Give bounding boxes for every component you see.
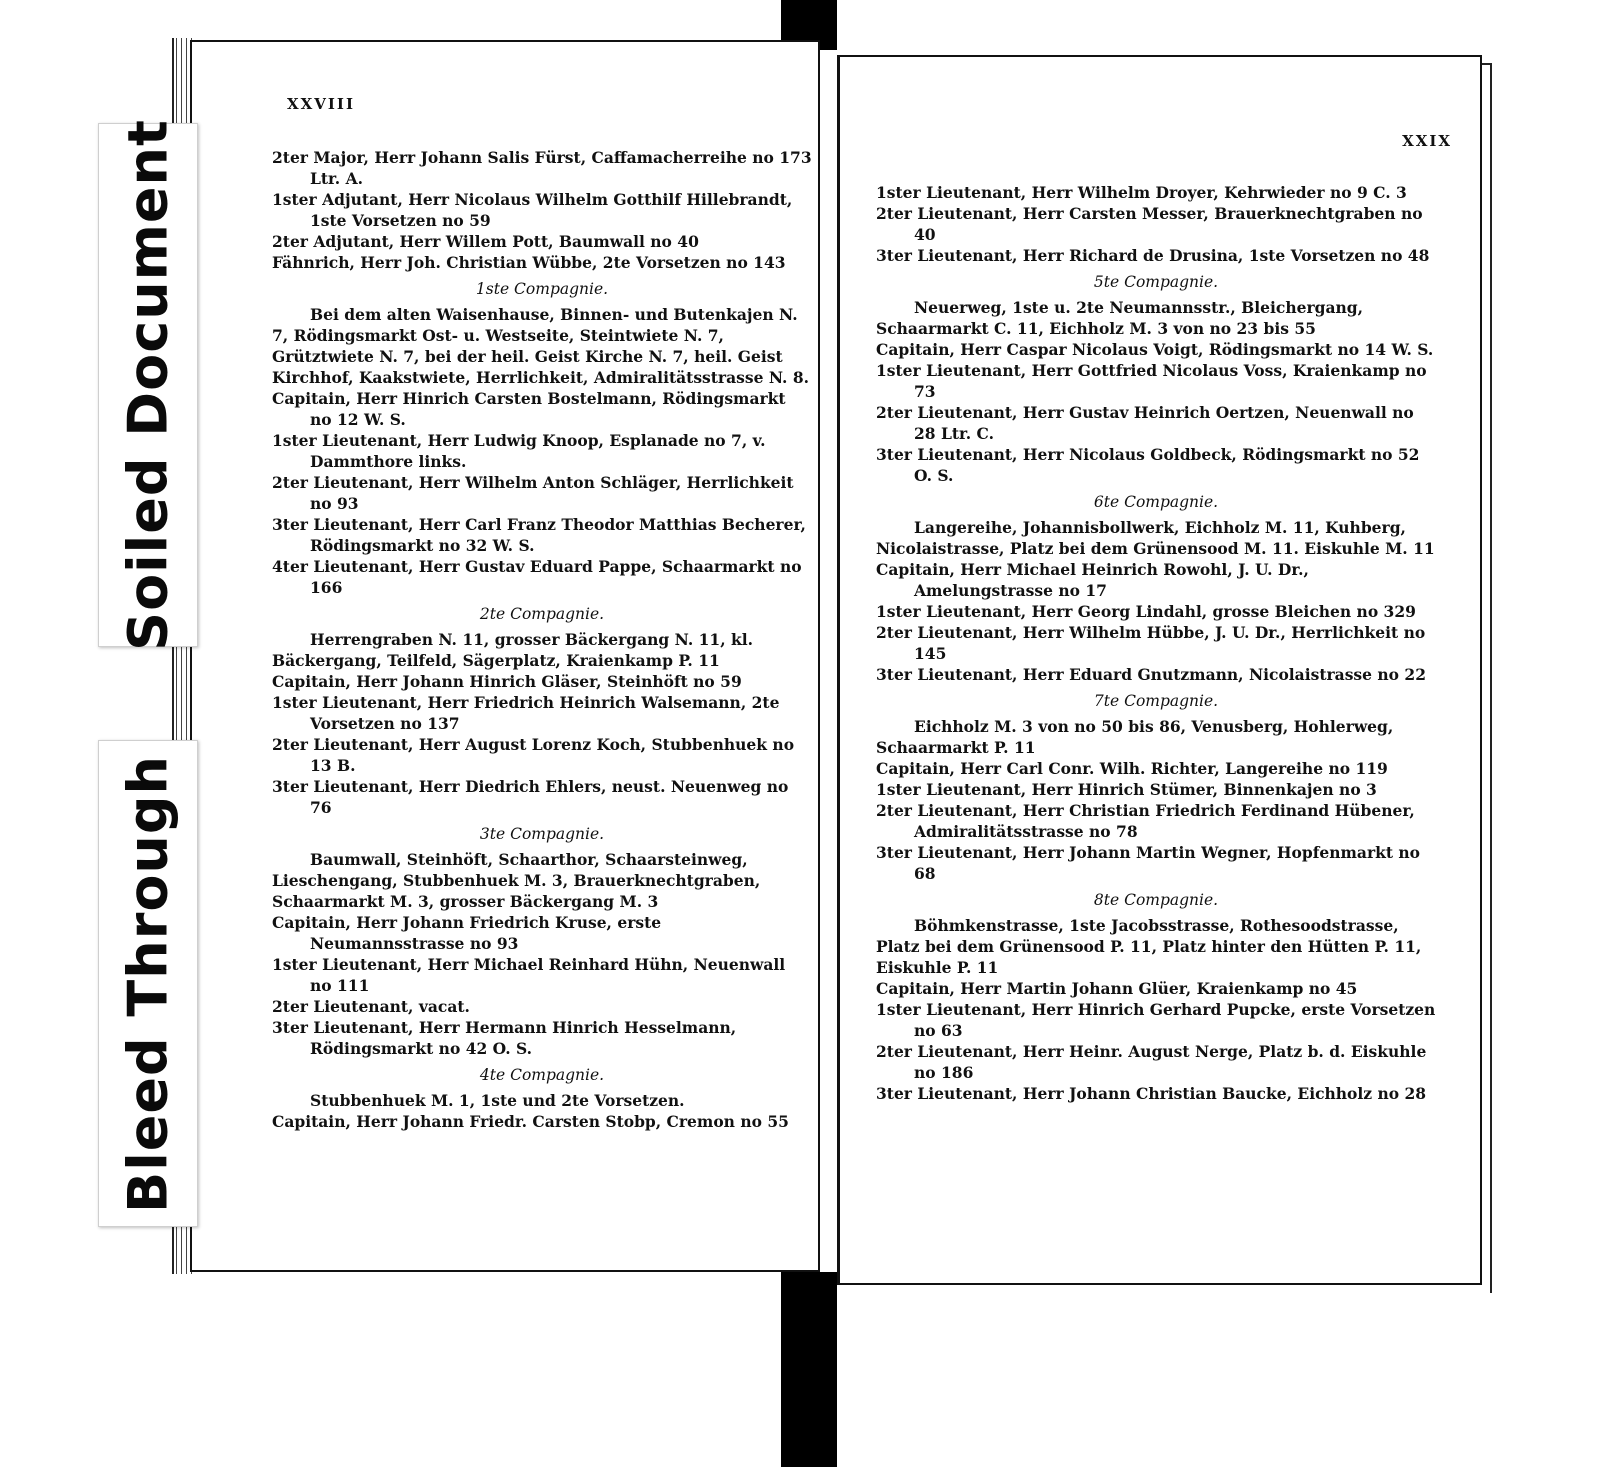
company-1-lieutenant-1: 1ster Lieutenant, Herr Ludwig Knoop, Esplanade no 7, v. Dammthore links.: [272, 431, 766, 471]
company-6-streets: Langereihe, Johannisbollwerk, Eichholz M. 11, Kuhberg, Nicolaistrasse, Platz bei dem Grünensood M. 11. Eiskuhle M. 11: [876, 518, 1435, 558]
company-4-lieutenant-3: 3ter Lieutenant, Herr Richard de Drusina, 1ste Vorsetzen no 48: [876, 246, 1430, 265]
company-8-streets: Böhmkenstrasse, 1ste Jacobsstrasse, Rothesoodstrasse, Platz bei dem Grünensood P. 11, Platz hinter den Hütten P. 11, Eiskuhle P. 11: [876, 916, 1422, 977]
company-6-heading: 6te Compagnie.: [1093, 493, 1219, 511]
company-7-lieutenant-2: 2ter Lieutenant, Herr Christian Friedrich Ferdinand Hübener, Admiralitätsstrasse no 78: [876, 801, 1415, 841]
company-4-heading: 4te Compagnie.: [479, 1066, 605, 1084]
company-6-lieutenant-1: 1ster Lieutenant, Herr Georg Lindahl, grosse Bleichen no 329: [876, 602, 1416, 621]
company-1-lieutenant-3: 3ter Lieutenant, Herr Carl Franz Theodor Matthias Becherer, Rödingsmarkt no 32 W. S.: [272, 515, 806, 555]
company-3-heading: 3te Compagnie.: [479, 825, 605, 843]
company-8-lieutenant-2: 2ter Lieutenant, Herr Heinr. August Nerge, Platz b. d. Eiskuhle no 186: [876, 1042, 1427, 1082]
company-7-lieutenant-3: 3ter Lieutenant, Herr Johann Martin Wegner, Hopfenmarkt no 68: [876, 843, 1421, 883]
right-page-text: [876, 182, 1436, 1104]
entry-major: 2ter Major, Herr Johann Salis Fürst, Caffamacherreihe no 173 Ltr. A.: [272, 148, 812, 188]
bleed-through-label: [98, 740, 198, 1227]
company-3-lieutenant-1: 1ster Lieutenant, Herr Michael Reinhard Hühn, Neuenwall no 111: [272, 955, 786, 995]
company-8-lieutenant-3: 3ter Lieutenant, Herr Johann Christian Baucke, Eichholz no 28: [876, 1084, 1427, 1103]
soiled-document-label: [98, 119, 198, 651]
company-8-lieutenant-1: 1ster Lieutenant, Herr Hinrich Gerhard Pupcke, erste Vorsetzen no 63: [876, 1000, 1436, 1040]
page-number-right: XXIX: [1402, 132, 1452, 150]
company-4-lieutenant-1: 1ster Lieutenant, Herr Wilhelm Droyer, Kehrwieder no 9 C. 3: [876, 183, 1407, 202]
bleed-through-label-text: Bleed Through: [116, 754, 180, 1213]
company-3-lieutenant-2: 2ter Lieutenant, vacat.: [272, 997, 470, 1016]
company-5-lieutenant-1: 1ster Lieutenant, Herr Gottfried Nicolaus Voss, Kraienkamp no 73: [876, 361, 1427, 401]
right-page: [837, 55, 1482, 1285]
company-2-capitain: Capitain, Herr Johann Hinrich Gläser, Steinhöft no 59: [272, 672, 742, 691]
company-8-capitain: Capitain, Herr Martin Johann Glüer, Kraienkamp no 45: [876, 979, 1358, 998]
company-6-lieutenant-2: 2ter Lieutenant, Herr Wilhelm Hübbe, J. U. Dr., Herrlichkeit no 145: [876, 623, 1426, 663]
company-5-streets: Neuerweg, 1ste u. 2te Neumannsstr., Bleichergang, Schaarmarkt C. 11, Eichholz M. 3 von no 23 bis 55: [876, 298, 1364, 338]
company-4-streets: Stubbenhuek M. 1, 1ste und 2te Vorsetzen.: [310, 1091, 685, 1110]
company-5-lieutenant-3: 3ter Lieutenant, Herr Nicolaus Goldbeck, Rödingsmarkt no 52 O. S.: [876, 445, 1420, 485]
company-8-heading: 8te Compagnie.: [1093, 891, 1219, 909]
company-1-streets: Bei dem alten Waisenhause, Binnen- und Butenkajen N. 7, Rödingsmarkt Ost- u. Westseite, Steintwiete N. 7, Grütztwiete N. 7, bei der heil. Geist Kirche N. 7, heil. Geist Kirchhof, Kaakstwiete, Herrlichkeit, Admiralitätsstrasse N. 8.: [272, 305, 809, 387]
company-1-capitain: Capitain, Herr Hinrich Carsten Bostelmann, Rödingsmarkt no 12 W. S.: [272, 389, 786, 429]
company-4-lieutenant-2: 2ter Lieutenant, Herr Carsten Messer, Brauerknechtgraben no 40: [876, 204, 1423, 244]
left-page-text: [272, 147, 812, 1132]
company-6-capitain: Capitain, Herr Michael Heinrich Rowohl, J. U. Dr., Amelungstrasse no 17: [876, 560, 1309, 600]
company-5-lieutenant-2: 2ter Lieutenant, Herr Gustav Heinrich Oertzen, Neuenwall no 28 Ltr. C.: [876, 403, 1414, 443]
company-6-lieutenant-3: 3ter Lieutenant, Herr Eduard Gnutzmann, Nicolaistrasse no 22: [876, 665, 1426, 684]
company-7-streets: Eichholz M. 3 von no 50 bis 86, Venusberg, Hohlerweg, Schaarmarkt P. 11: [876, 717, 1394, 757]
company-1-lieutenant-4: 4ter Lieutenant, Herr Gustav Eduard Pappe, Schaarmarkt no 166: [272, 557, 802, 597]
company-2-lieutenant-3: 3ter Lieutenant, Herr Diedrich Ehlers, neust. Neuenweg no 76: [272, 777, 789, 817]
company-3-capitain: Capitain, Herr Johann Friedrich Kruse, erste Neumannsstrasse no 93: [272, 913, 662, 953]
page-number-left: XXVIII: [287, 95, 355, 113]
company-2-lieutenant-1: 1ster Lieutenant, Herr Friedrich Heinrich Walsemann, 2te Vorsetzen no 137: [272, 693, 780, 733]
company-3-lieutenant-3: 3ter Lieutenant, Herr Hermann Hinrich Hesselmann, Rödingsmarkt no 42 O. S.: [272, 1018, 737, 1058]
company-7-capitain: Capitain, Herr Carl Conr. Wilh. Richter, Langereihe no 119: [876, 759, 1388, 778]
entry-adjutant-1: 1ster Adjutant, Herr Nicolaus Wilhelm Gotthilf Hillebrandt, 1ste Vorsetzen no 59: [272, 190, 793, 230]
soiled-document-label-text: Soiled Document: [116, 119, 180, 651]
entry-adjutant-2: 2ter Adjutant, Herr Willem Pott, Baumwall no 40: [272, 232, 699, 251]
company-1-heading: 1ste Compagnie.: [475, 280, 609, 298]
company-3-streets: Baumwall, Steinhöft, Schaarthor, Schaarsteinweg, Lieschengang, Stubbenhuek M. 3, Brauerknechtgraben, Schaarmarkt M. 3, grosser Bäckergang M. 3: [272, 850, 761, 911]
company-2-streets: Herrengraben N. 11, grosser Bäckergang N. 11, kl. Bäckergang, Teilfeld, Sägerplatz, Kraienkamp P. 11: [272, 630, 754, 670]
company-2-lieutenant-2: 2ter Lieutenant, Herr August Lorenz Koch, Stubbenhuek no 13 B.: [272, 735, 795, 775]
left-page: [190, 40, 820, 1272]
company-2-heading: 2te Compagnie.: [479, 605, 605, 623]
entry-faehnrich: Fähnrich, Herr Joh. Christian Wübbe, 2te Vorsetzen no 143: [272, 253, 786, 272]
company-5-capitain: Capitain, Herr Caspar Nicolaus Voigt, Rödingsmarkt no 14 W. S.: [876, 340, 1434, 359]
spine-bottom: [781, 1272, 837, 1467]
company-4-capitain: Capitain, Herr Johann Friedr. Carsten Stobp, Cremon no 55: [272, 1112, 789, 1131]
company-5-heading: 5te Compagnie.: [1093, 273, 1219, 291]
company-1-lieutenant-2: 2ter Lieutenant, Herr Wilhelm Anton Schläger, Herrlichkeit no 93: [272, 473, 794, 513]
company-7-lieutenant-1: 1ster Lieutenant, Herr Hinrich Stümer, Binnenkajen no 3: [876, 780, 1377, 799]
company-7-heading: 7te Compagnie.: [1093, 692, 1219, 710]
